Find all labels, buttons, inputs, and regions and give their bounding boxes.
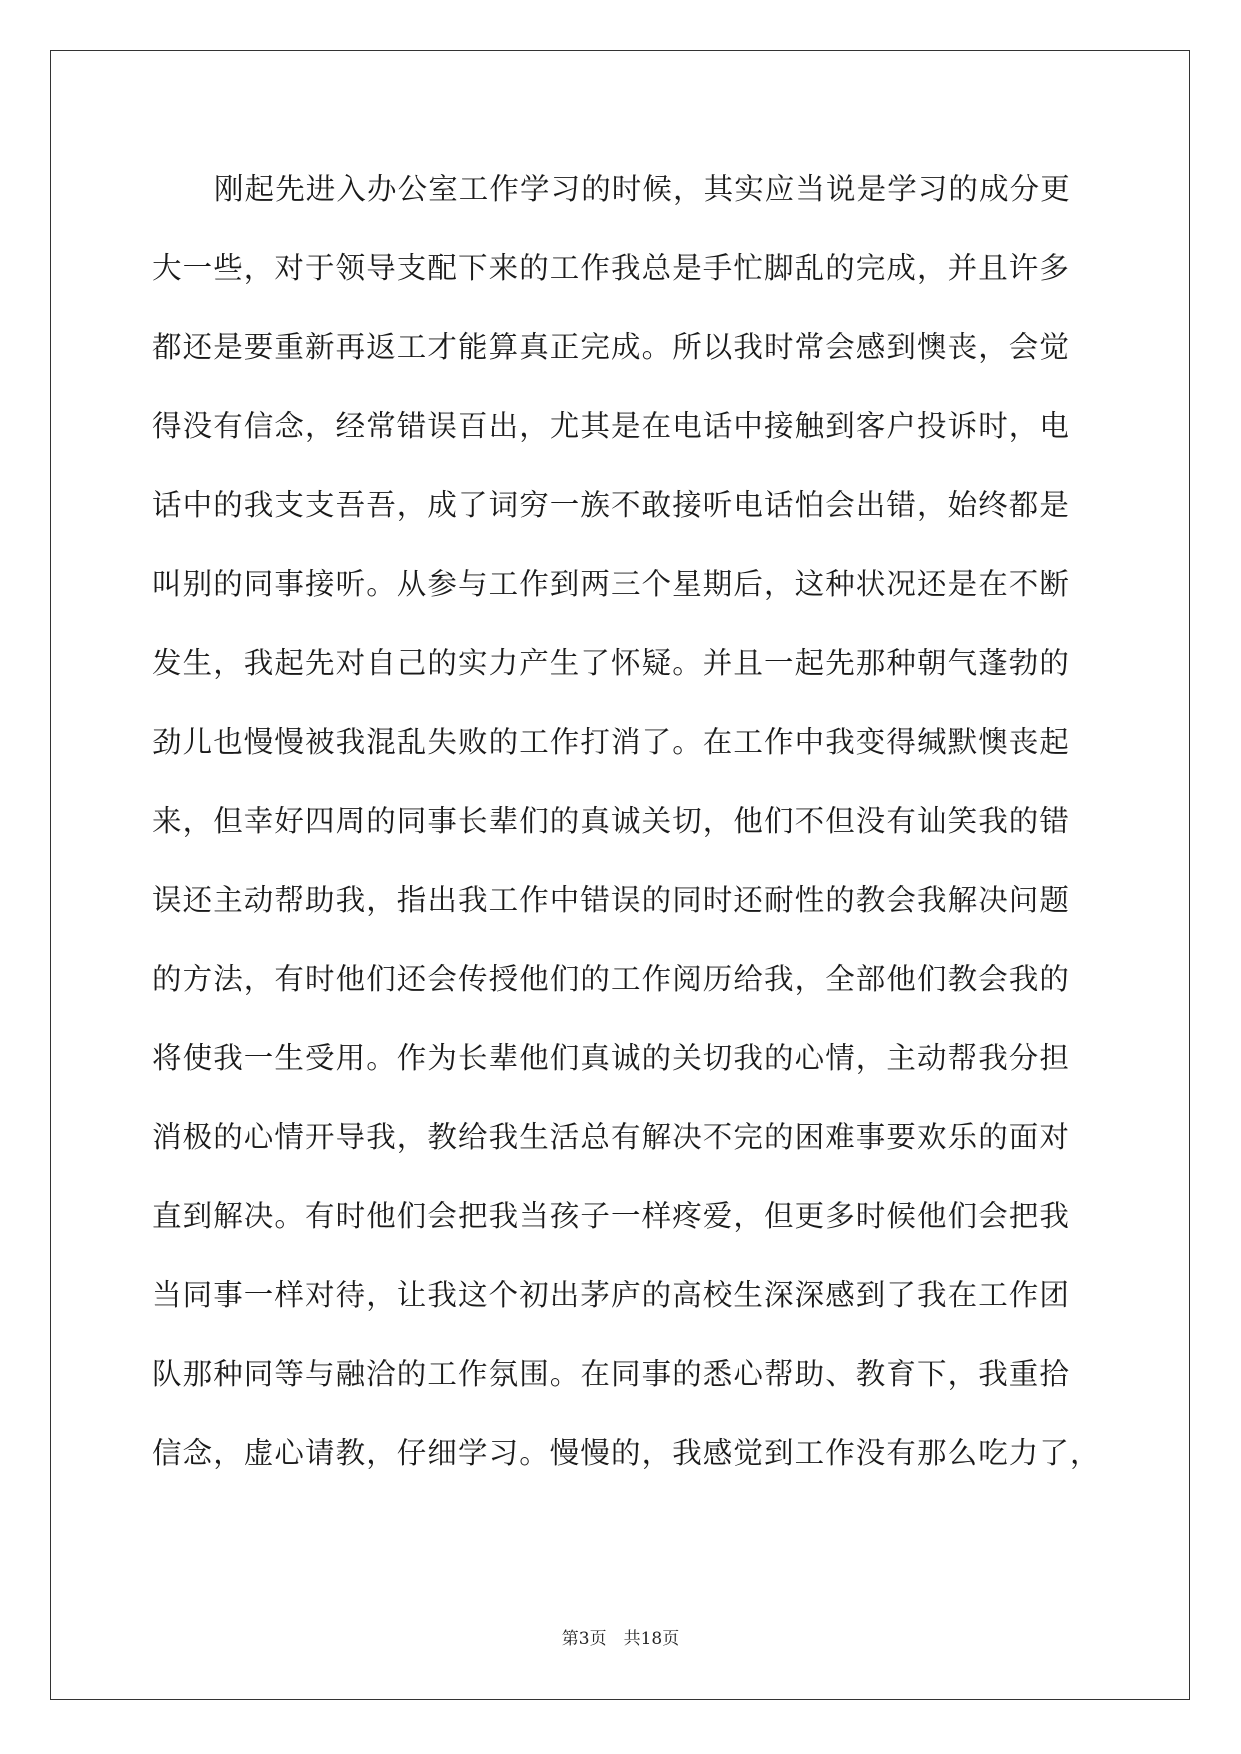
text-line: 都还是要重新再返工才能算真正完成。所以我时常会感到懊丧，会觉 <box>152 330 1071 364</box>
text-line: 误还主动帮助我，指出我工作中错误的同时还耐性的教会我解决问题 <box>152 883 1071 917</box>
text-line: 队那种同等与融洽的工作氛围。在同事的悉心帮助、教育下，我重拾 <box>152 1357 1071 1391</box>
text-line: 消极的心情开导我，教给我生活总有解决不完的困难事要欢乐的面对 <box>152 1120 1071 1154</box>
text-line: 当同事一样对待，让我这个初出茅庐的高校生深深感到了我在工作团 <box>152 1278 1071 1312</box>
page-number-footer: 第3页 共18页 <box>561 1629 680 1649</box>
text-line: 直到解决。有时他们会把我当孩子一样疼爱，但更多时候他们会把我 <box>152 1199 1071 1233</box>
text-line: 的方法，有时他们还会传授他们的工作阅历给我，全部他们教会我的 <box>152 962 1071 996</box>
text-line: 发生，我起先对自己的实力产生了怀疑。并且一起先那种朝气蓬勃的 <box>152 646 1071 680</box>
body-paragraph <box>152 160 1101 1503</box>
text-line: 将使我一生受用。作为长辈他们真诚的关切我的心情，主动帮我分担 <box>152 1041 1071 1075</box>
text-line: 劲儿也慢慢被我混乱失败的工作打消了。在工作中我变得缄默懊丧起 <box>152 725 1071 759</box>
text-line: 信念，虚心请教，仔细学习。慢慢的，我感觉到工作没有那么吃力了， <box>152 1436 1101 1470</box>
text-line: 刚起先进入办公室工作学习的时候，其实应当说是学习的成分更 <box>214 172 1071 206</box>
text-line: 来，但幸好四周的同事长辈们的真诚关切，他们不但没有讪笑我的错 <box>152 804 1071 838</box>
text-line: 话中的我支支吾吾，成了词穷一族不敢接听电话怕会出错，始终都是 <box>152 488 1071 522</box>
text-line: 叫别的同事接听。从参与工作到两三个星期后，这种状况还是在不断 <box>152 567 1071 601</box>
text-line: 得没有信念，经常错误百出，尤其是在电话中接触到客户投诉时，电 <box>152 409 1071 443</box>
text-line: 大一些，对于领导支配下来的工作我总是手忙脚乱的完成，并且许多 <box>152 251 1071 285</box>
